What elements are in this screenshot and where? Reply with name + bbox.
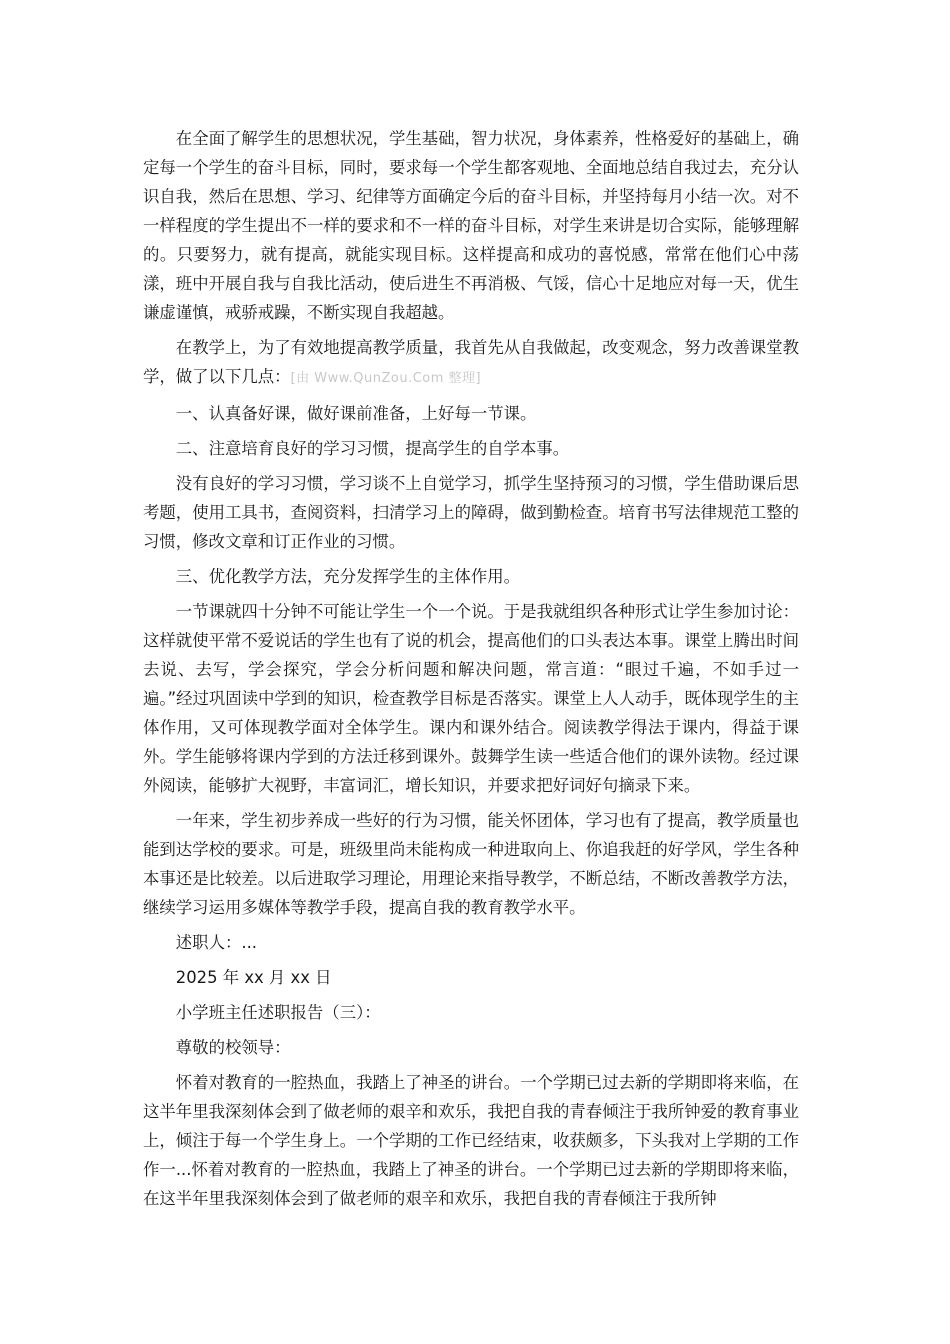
point-one: 一、认真备好课，做好课前准备，上好每一节课。 bbox=[175, 404, 537, 423]
signature-line: 述职人：... bbox=[175, 933, 257, 952]
paragraph-goals: 在全面了解学生的思想状况，学生基础，智力状况，身体素养，性格爱好的基础上，确定每一个学生的奋斗目标，同时，要求每一个学生都客观地、全面地总结自我过去，充分认识自我，然后在思想、学习、纪律等方面确定今后的奋斗目标，并坚持每月小结一次。对不一样程度的学生提出不一样的要求和不一样的奋斗目标，对学生来讲是切合实际，能够理解的。只要努力，就有提高，就能实现目标。这样提高和成功的喜悦感，常常在他们心中荡漾，班中开展自我与自我比活动，使后进生不再消极、气馁，信心十足地应对每一天，优生谦虚谨慎，戒骄戒躁，不断实现自我超越。 bbox=[143, 129, 799, 322]
paragraph-methods: 一节课就四十分钟不可能让学生一个一个说。于是我就组织各种形式让学生参加讨论：这样就使平常不爱说话的学生也有了说的机会，提高他们的口头表达本事。课堂上腾出时间去说、去写，学会探究，学会分析问题和解决问题，常言道：“眼过千遍，不如手过一遍。”经过巩固读中学到的知识，检查教学目标是否落实。课堂上人人动手，既体现学生的主体作用，又可体现教学面对全体学生。课内和课外结合。阅读教学得法于课内，得益于课外。学生能够将课内学到的方法迁移到课外。鼓舞学生读一些适合他们的课外读物。经过课外阅读，能够扩大视野，丰富词汇，增长知识，并要求把好词好句摘录下来。 bbox=[143, 602, 799, 795]
document-body bbox=[143, 124, 799, 1219]
paragraph-teaching-intro bbox=[143, 333, 799, 393]
salutation: 尊敬的校领导： bbox=[175, 1038, 291, 1057]
point-three: 三、优化教学方法，充分发挥学生的主体作用。 bbox=[175, 567, 520, 586]
paragraph-intro-report-three: 怀着对教育的一腔热血，我踏上了神圣的讲台。一个学期已过去新的学期即将来临，在这半年里我深刻体会到了做老师的艰辛和欢乐，我把自我的青春倾注于我所钟爱的教育事业上，倾注于每一个学生身上。一个学期的工作已经结束，收获颇多，下头我对上学期的工作作一...怀着对教育的一腔热血，我踏上了神圣的讲台。一个学期已过去新的学期即将来临，在这半年里我深刻体会到了做老师的艰辛和欢乐，我把自我的青春倾注于我所钟 bbox=[143, 1073, 799, 1208]
point-two: 二、注意培育良好的学习习惯，提高学生的自学本事。 bbox=[175, 439, 570, 458]
date-line: 2025 年 xx 月 xx 日 bbox=[175, 968, 332, 987]
watermark-text: [由 Www.QunZou.Com 整理] bbox=[290, 371, 482, 386]
paragraph-summary: 一年来，学生初步养成一些好的行为习惯，能关怀团体，学习也有了提高，教学质量也能到达学校的要求。可是，班级里尚未能构成一种进取向上、你追我赶的好学风，学生各种本事还是比较差。以后进取学习理论，用理论来指导教学，不断总结，不断改善教学方法，继续学习运用多媒体等教学手段，提高自我的教育教学水平。 bbox=[143, 811, 799, 917]
teaching-intro-text: 在教学上，为了有效地提高教学质量，我首先从自我做起，改变观念，努力改善课堂教学，做了以下几点： bbox=[143, 338, 799, 386]
report-heading: 小学班主任述职报告（三）： bbox=[175, 1003, 381, 1022]
paragraph-habits: 没有良好的学习习惯，学习谈不上自觉学习，抓学生坚持预习的习惯，学生借助课后思考题，使用工具书，查阅资料，扫清学习上的障碍，做到勤检查。培育书写法律规范工整的习惯，修改文章和订正作业的习惯。 bbox=[143, 474, 799, 551]
